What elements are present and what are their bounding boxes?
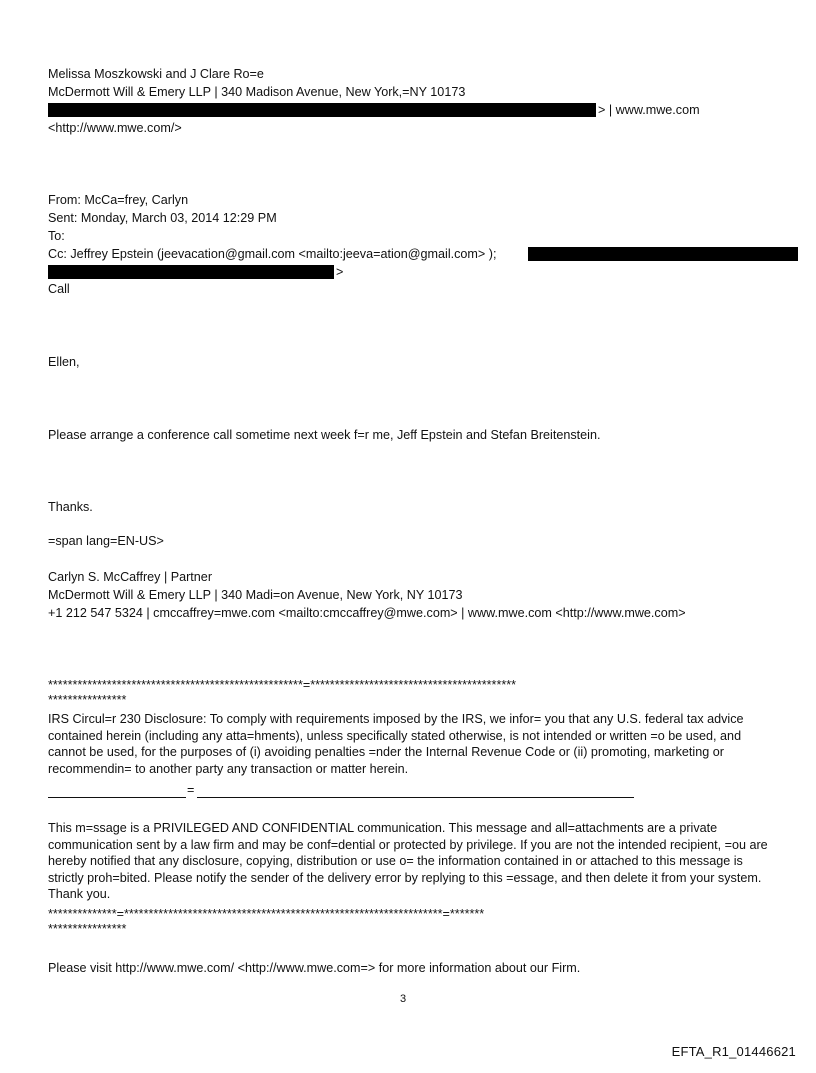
document-id: EFTA_R1_01446621 (671, 1044, 796, 1059)
thanks-text: Thanks. (48, 500, 93, 514)
irs-disclosure: IRS Circul=r 230 Disclosure: To comply with requirements imposed by the IRS, we infor= you that any U.S. federal tax advice contained herein (including any atta=hments), unless specifically stated otherwise, is not intended or written =o be used, and cannot be used, for the purposes of (i) avoiding penalties =nder the Internal Revenue Code or (ii) promoting, marketing or recommendin= to another party any transaction or matter herein. (48, 712, 744, 776)
rule-mark: = (187, 783, 195, 797)
separator-stars: **************=*****************************************************************=******* (48, 907, 485, 921)
redaction-bar (528, 247, 798, 261)
web-link: <http://www.mwe.com/> (48, 121, 182, 135)
email-from: From: McCa=frey, Carlyn (48, 193, 189, 207)
redaction-bar (48, 265, 334, 279)
signature-contact: +1 212 547 5324 | cmccaffrey=mwe.com <mailto:cmccaffrey@mwe.com> | www.mwe.com <http://www.mwe.com> (48, 606, 686, 620)
greeting: Ellen, (48, 355, 80, 369)
email-to: To: (48, 229, 65, 243)
redaction-bar (48, 103, 596, 117)
separator-stars: ****************************************************=****************************************** (48, 678, 517, 692)
signature-address: McDermott Will & Emery LLP | 340 Madi=on Avenue, New York, NY 10173 (48, 588, 463, 602)
page-number: 3 (400, 993, 407, 1005)
web-tail: > | www.mwe.com (598, 103, 700, 117)
separator-stars: **************** (48, 922, 127, 936)
underline-rule (197, 797, 634, 798)
underline-rule (48, 797, 186, 798)
sender-names: Melissa Moszkowski and J Clare Ro=e (48, 67, 264, 81)
email-subject: Call (48, 282, 70, 296)
span-artifact: =span lang=EN-US> (48, 534, 164, 548)
firm-address-line: McDermott Will & Emery LLP | 340 Madison Avenue, New York,=NY 10173 (48, 85, 466, 99)
email-sent: Sent: Monday, March 03, 2014 12:29 PM (48, 211, 277, 225)
email-cc: Cc: Jeffrey Epstein (jeevacation@gmail.com <mailto:jeeva=ation@gmail.com> ); (48, 247, 497, 261)
visit-text: Please visit http://www.mwe.com/ <http://www.mwe.com=> for more information about our Firm. (48, 961, 581, 975)
signature-name: Carlyn S. McCaffrey | Partner (48, 570, 213, 584)
request-text: Please arrange a conference call sometime next week f=r me, Jeff Epstein and Stefan Breitenstein. (48, 428, 601, 442)
confidentiality-notice: This m=ssage is a PRIVILEGED AND CONFIDENTIAL communication. This message and all=attachments are a private communication sent by a law firm and may be conf=dential or protected by privilege. If you are not the intended recipient, =ou are hereby notified that any disclosure, copying, distribution or use o= the information contained in or attached to this message is strictly proh=bited. Please notify the sender of the delivery error by replying to this =essage, and then delete it from your system. Thank you. (48, 821, 768, 902)
separator-stars: **************** (48, 693, 127, 707)
cc-tail: > (336, 265, 344, 279)
